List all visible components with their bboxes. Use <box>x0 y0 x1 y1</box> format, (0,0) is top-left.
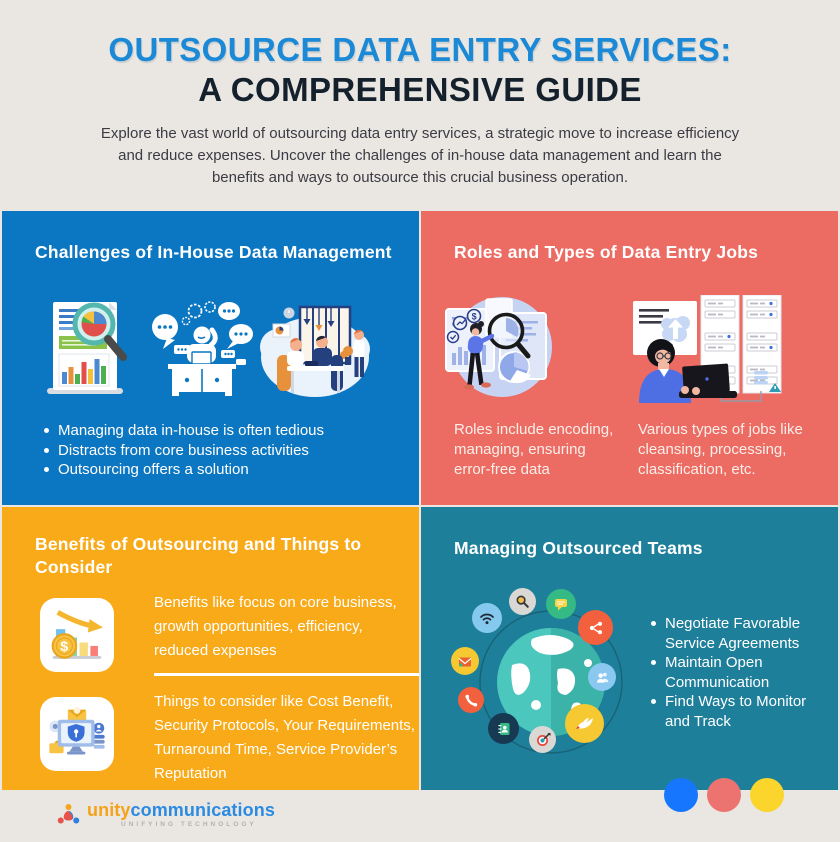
bullet-text: Find Ways to Monitor and Track <box>665 693 807 730</box>
data-entry-servers-illustration <box>633 295 785 405</box>
roles-text-columns <box>454 420 814 480</box>
list-item <box>44 460 324 480</box>
roles-col1: Roles include encoding, managing, ensuring error-free data <box>454 421 614 478</box>
bullet-text: Negotiate Favorable Service Agreements <box>665 615 801 652</box>
overwhelmed-worker-illustration <box>149 299 257 399</box>
svg-text:$: $ <box>471 311 477 322</box>
dot-yellow <box>750 778 784 812</box>
page-subtitle: Explore the vast world of outsourcing data entry services, a strategic move to increase efficiency and reduce expenses. Uncover the challenges of in-house data management and learn the benefits and ways to outsource this crucial business operation. <box>100 125 740 186</box>
security-protocols-icon <box>40 697 114 771</box>
data-report-magnifier-illustration <box>42 296 138 400</box>
bullet-dot <box>44 448 49 453</box>
benefits-text2: Things to consider like Cost Benefit, Security Protocols, Your Requirements, Turnaround Time, Service Provider’s Reputation <box>154 693 415 782</box>
list-item <box>651 692 813 731</box>
section-benefits <box>2 507 419 790</box>
header <box>0 0 840 211</box>
section-roles <box>421 211 838 505</box>
users-icon <box>588 663 616 691</box>
global-team-illustration <box>440 573 650 783</box>
brand-tagline: UNIFYING TECHNOLOGY <box>121 821 257 828</box>
page-title-line2: A COMPREHENSIVE GUIDE <box>198 71 642 108</box>
team-meeting-illustration <box>260 299 370 401</box>
search-icon <box>509 588 536 615</box>
cost-reduction-icon <box>40 598 114 672</box>
quadrant-grid <box>0 211 840 790</box>
logo-mark-icon <box>55 800 82 832</box>
section-title: Managing Outsourced Teams <box>454 538 703 558</box>
benefits-text1: Benefits like focus on core business, growth opportunities, efficiency, reduced expenses <box>154 594 397 659</box>
list-item <box>651 653 813 692</box>
section-title: Roles and Types of Data Entry Jobs <box>454 242 759 262</box>
svg-text:$: $ <box>60 638 69 655</box>
chat-icon <box>546 589 576 619</box>
section-title: Benefits of Outsourcing and Things to Consider <box>35 534 362 577</box>
dove-icon <box>565 704 604 743</box>
wifi-icon <box>472 603 502 633</box>
bullet-dot <box>44 467 49 472</box>
section-managing <box>421 507 838 790</box>
unity-communications-logo <box>55 800 275 832</box>
managing-bullet-list <box>651 614 813 731</box>
section-title: Challenges of In-House Data Management <box>35 242 392 262</box>
bullet-text: Outsourcing offers a solution <box>58 461 249 478</box>
page-title-line1: OUTSOURCE DATA ENTRY SERVICES: <box>108 31 732 68</box>
challenges-bullet-list <box>44 421 324 480</box>
dot-blue <box>664 778 698 812</box>
mail-icon <box>451 647 479 675</box>
target-icon <box>529 726 556 753</box>
cost-reduction-icon-art <box>46 604 108 666</box>
bullet-text: Distracts from core business activities <box>58 441 309 459</box>
list-item <box>44 421 324 441</box>
bullet-dot <box>651 699 656 704</box>
brand-name-part1: unity <box>87 800 131 820</box>
logo-text <box>87 800 275 828</box>
phone-icon <box>458 687 484 713</box>
audit-dashboards-magnifier-illustration <box>438 291 562 407</box>
list-item <box>651 614 813 653</box>
bullet-dot <box>651 621 656 626</box>
dot-coral <box>707 778 741 812</box>
footer-dots <box>664 778 793 812</box>
brand-name-part2: communications <box>130 800 275 820</box>
bullet-dot <box>44 428 49 433</box>
contacts-icon <box>488 713 519 744</box>
bullet-text: Maintain Open Communication <box>665 654 770 691</box>
bullet-dot <box>651 660 656 665</box>
roles-col2: Various types of jobs like cleansing, processing, classification, etc. <box>638 421 803 478</box>
bullet-text: Managing data in-house is often tedious <box>58 422 325 439</box>
list-item <box>44 441 324 461</box>
security-protocols-icon-art <box>46 703 108 765</box>
share-icon <box>578 610 613 645</box>
section-challenges <box>2 211 419 505</box>
divider-line <box>154 673 419 676</box>
